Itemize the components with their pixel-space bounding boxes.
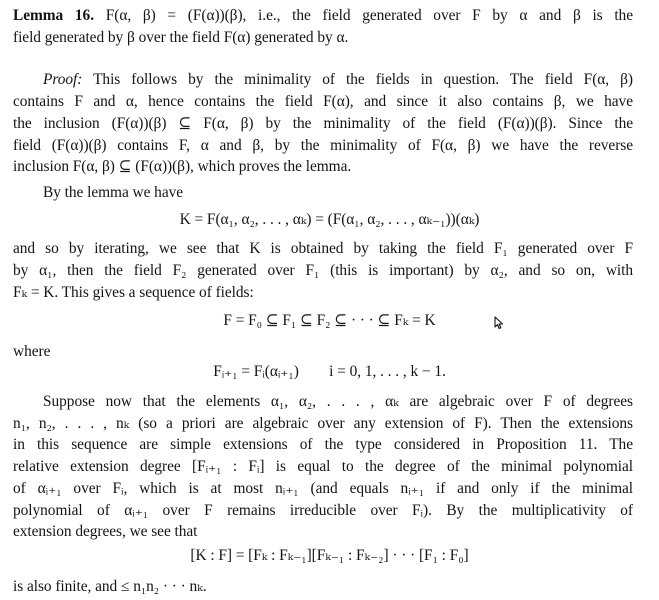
proof-text-1: This follows by the minimality of the fields in question. The field F(α, β) (93, 71, 633, 88)
lemma-label: Lemma 16. (13, 7, 94, 24)
lemma-text-1: F(α, β) = (F(α))(β), i.e., the field generated over F by α and β is the (105, 7, 633, 24)
proof-line-4: field (F(α))(β) contains F, α and β, by the minimality of F(α, β) we have the reverse (13, 137, 633, 154)
para2-line-1: Suppose now that the elements α₁, α₂, . . . , αₖ are algebraic over F of degrees (43, 393, 633, 410)
para1-line-2: by α₁, then the field F₂ generated over F₁ (this is important) by α₂, and so on, with (13, 262, 633, 279)
lemma-line-1 (13, 6, 633, 26)
para2-line-2: n₁, n₂, . . . , nₖ (so a priori are algebraic over any extension of F). Then the extensions (13, 415, 633, 432)
where-line: where (13, 343, 51, 360)
equation-1: K = F(α₁, α₂, . . . , αₖ) = (F(α₁, α₂, . . . , αₖ₋₁))(αₖ) (179, 211, 480, 228)
para2-line-7: extension degrees, we see that (13, 523, 198, 540)
equation-4: [K : F] = [Fₖ : Fₖ₋₁][Fₖ₋₁ : Fₖ₋₂] · · · [F₁ : F₀] (190, 547, 469, 564)
para1-line-1: and so by iterating, we see that K is obtained by taking the field F₁ generated over F (13, 240, 633, 257)
proof-line-1 (13, 70, 633, 90)
intro-line: By the lemma we have (43, 184, 184, 201)
proof-label: Proof: (43, 71, 83, 88)
proof-line-3: the inclusion (F(α))(β) ⊆ F(α, β) by the minimality of the field (F(α))(β). Since the (13, 115, 633, 132)
proof-line-5: inclusion F(α, β) ⊆ (F(α))(β), which proves the lemma. (13, 158, 352, 175)
mouse-pointer-icon (492, 316, 504, 330)
lemma-line-2: field generated by β over the field F(α) generated by α. (13, 29, 349, 46)
para2-line-6: polynomial of αᵢ₊₁ over F remains irreducible over Fᵢ). By the multiplicativity of (13, 502, 633, 519)
equation-2: F = F₀ ⊆ F₁ ⊆ F₂ ⊆ · · · ⊆ Fₖ = K (223, 312, 436, 329)
final-line: is also finite, and ≤ n₁n₂ · · · nₖ. (13, 578, 207, 595)
para1-line-3: Fₖ = K. This gives a sequence of fields: (13, 284, 254, 301)
para2-line-4: relative extension degree [Fᵢ₊₁ : Fᵢ] is equal to the degree of the minimal polynomial (13, 458, 633, 475)
proof-line-2: contains F and α, hence contains the field F(α), and since it also contains β, we have (13, 93, 633, 110)
para2-line-3: in this sequence are simple extensions of the type considered in Proposition 11. The (13, 436, 633, 453)
equation-3: Fᵢ₊₁ = Fᵢ(αᵢ₊₁) i = 0, 1, . . . , k − 1. (213, 363, 446, 380)
para2-line-5: of αᵢ₊₁ over Fᵢ, which is at most nᵢ₊₁ (and equals nᵢ₊₁ if and only if the minimal (13, 480, 633, 497)
